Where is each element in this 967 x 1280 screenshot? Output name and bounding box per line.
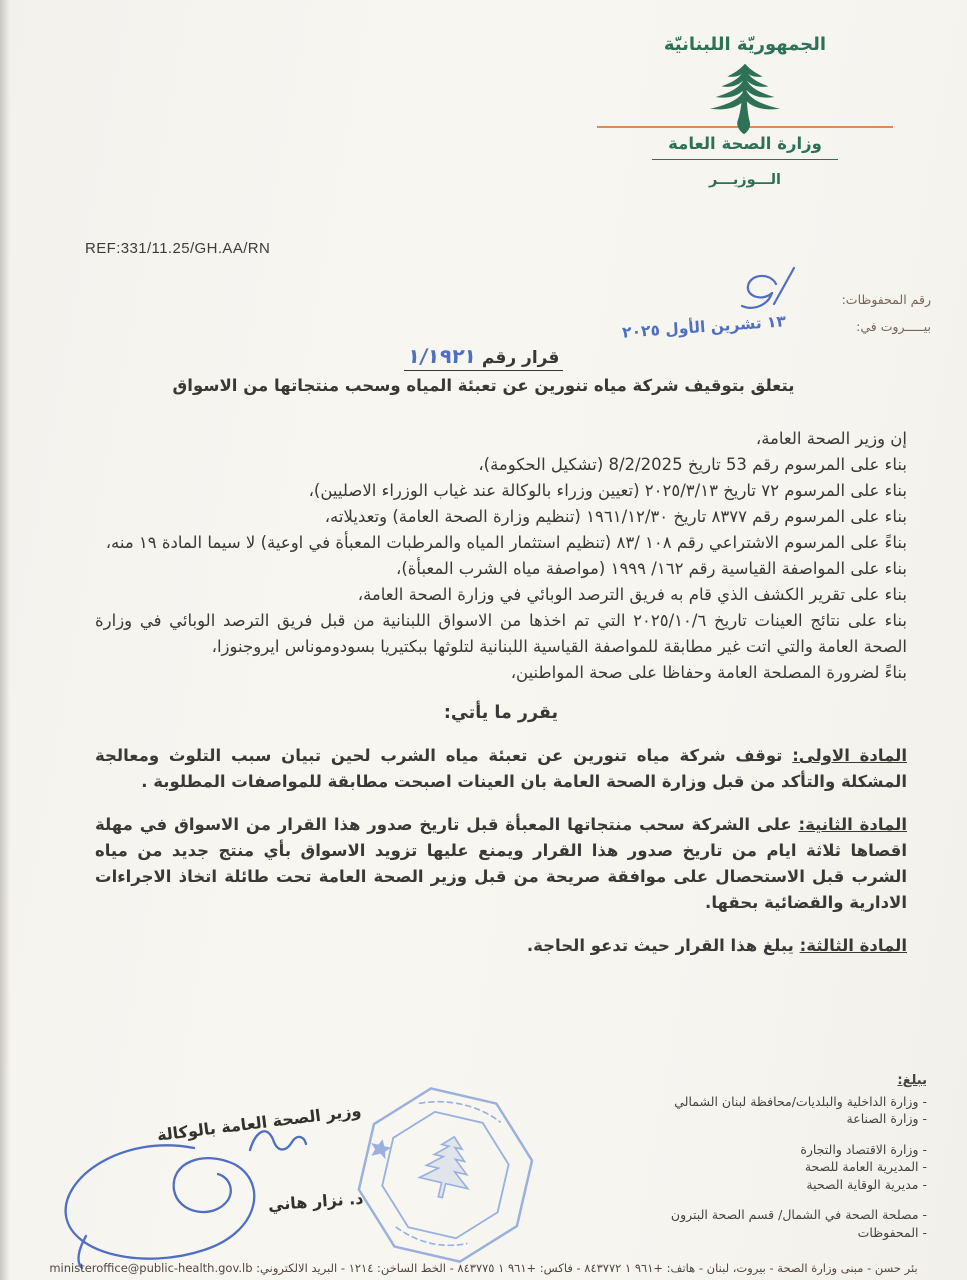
preamble-clause: بناء على المرسوم رقم ٨٣٧٧ تاريخ ١٩٦١/١٢/٣٠ (تنظيم وزارة الصحة العامة) وتعديلاته،	[324, 507, 907, 526]
list-item: - مصلحة الصحة في الشمال/ قسم الصحة البترون	[670, 1207, 927, 1222]
list-item: - المديرية العامة للصحة	[804, 1159, 927, 1174]
preamble-clause: بناء على المواصفة القياسية رقم ١٦٢/ ١٩٩٩ (مواصفة مياه الشرب المعبأة)،	[396, 559, 907, 578]
decree-number-handwritten: ١/١٩٢١	[405, 344, 478, 368]
decree-body	[95, 426, 907, 959]
article-1-label: المادة الاولى:	[792, 746, 907, 765]
list-item: - وزارة الصناعة	[846, 1111, 927, 1126]
decree-subject: يتعلق بتوقيف شركة مياه تنورين عن تعبئة المياه وسحب منتجاتها من الاسواق	[172, 376, 795, 395]
ministry-title-text: وزارة الصحة العامة	[652, 134, 838, 160]
list-item: - وزارة الاقتصاد والتجارة	[800, 1141, 927, 1157]
article-2-label: المادة الثانية:	[798, 815, 907, 834]
decree-title-block	[0, 344, 967, 395]
article-2-text: على الشركة سحب منتجاتها المعبأة قبل تاريخ صدور هذا القرار من الاسواق في مهلة اقصاها ثلاثة ايام من تاريخ صدور هذا القرار ويمنع عليها تزويد الاسواق بأي منتج جديد من مياه الشرب قبل الاستحصال على موافقة صريحة من قبل وزير الصحة العامة تحت طائلة اتخاذ الاجراءات الادارية والقضائية بحقها.	[95, 815, 907, 912]
footer-contact-line: بئر حسن - مبنى وزارة الصحة - بيروت، لبنان - هاتف: +٩٦١ ١ ٨٤٣٧٧٢ - فاكس: +٩٦١ ١ ٨٤٣٧٧٥ - الخط الساخن: ١٢١٤ - البريد الالكتروني: ministeroffice@public-health.gov.lb	[49, 1261, 918, 1275]
preamble-clause: بناء على نتائج العينات تاريخ ٢٠٢٥/١٠/٦ التي تم اخذها من الاسواق اللبنانية من قبل فريق الترصد الوبائي في وزارة الصحة العامة والتي اتت غير مطابقة للمواصفة القياسية اللبنانية لتلوثها ببكتيريا بسودوموناس ايروجنوزا،	[95, 611, 907, 656]
list-item: - المحفوظات	[857, 1224, 927, 1240]
beirut-date-label: بيـــــروت في:	[856, 319, 931, 334]
archive-number-label: رقم المحفوظات:	[841, 292, 931, 307]
archive-block	[842, 286, 931, 340]
preamble-clause: بناء على تقرير الكشف الذي قام به فريق الترصد الوبائي في وزارة الصحة العامة،	[357, 585, 907, 604]
ministry-title	[620, 134, 870, 160]
preamble-clause: بناءً على المرسوم الاشتراعي رقم ١٠٨ /٨٣ (تنظيم استثمار المياه والمرطبات المعبأة في اوعية) لا سيما المادة ١٩ منه،	[105, 533, 907, 552]
cedar-icon	[698, 60, 792, 140]
republic-title: الجمهوريّة اللبنانيّة	[663, 34, 827, 55]
article-1	[95, 743, 907, 795]
distribution-heading: يبلغ:	[897, 1073, 927, 1088]
list-item: - وزارة الداخلية والبلديات/محافظة لبنان الشمالي	[674, 1093, 927, 1109]
article-3	[95, 933, 907, 959]
scan-edge-shadow	[0, 0, 10, 1280]
article-2	[95, 812, 907, 916]
distribution-list	[497, 1072, 927, 1241]
archive-number-scribble-icon	[730, 264, 802, 318]
preamble-clause: بناء على المرسوم رقم 53 تاريخ 8/2/2025 (تشكيل الحكومة)،	[478, 455, 907, 474]
preamble-clause: بناءً لضرورة المصلحة العامة وحفاظا على صحة المواطنين،	[510, 663, 907, 682]
article-1-text: توقف شركة مياه تنورين عن تعبئة مياه الشرب لحين تبيان سبب التلوث ومعالجة المشكلة والتأكد من قبل وزارة الصحة العامة بان العينات اصبحت مطابقة للمواصفات المطلوبة .	[95, 746, 907, 791]
article-3-label: المادة الثالثة:	[799, 936, 907, 955]
signatory-name: د. نزار هاني	[267, 1188, 364, 1215]
reference-number: REF:331/11.25/GH.AA/RN	[85, 240, 271, 257]
decision-intro: يقرر ما يأتي:	[443, 703, 559, 723]
signatory-title: وزير الصحة العامة بالوكالة	[155, 1100, 363, 1145]
preamble-intro: إن وزير الصحة العامة،	[755, 429, 907, 448]
decree-label: قرار رقم	[481, 348, 560, 368]
list-item: - مديرية الوقاية الصحية	[806, 1176, 927, 1192]
handwritten-date: ١٣ تشرين الأول ٢٠٢٥	[621, 312, 787, 342]
article-3-text: يبلغ هذا القرار حيث تدعو الحاجة.	[526, 936, 794, 955]
minister-title: الـــوزيـــر	[708, 172, 782, 188]
decree-title-line	[404, 344, 564, 371]
preamble-clause: بناء على المرسوم ٧٢ تاريخ ٢٠٢٥/٣/١٣ (تعيين وزراء بالوكالة عند غياب الوزراء الاصليين)،	[308, 481, 907, 500]
